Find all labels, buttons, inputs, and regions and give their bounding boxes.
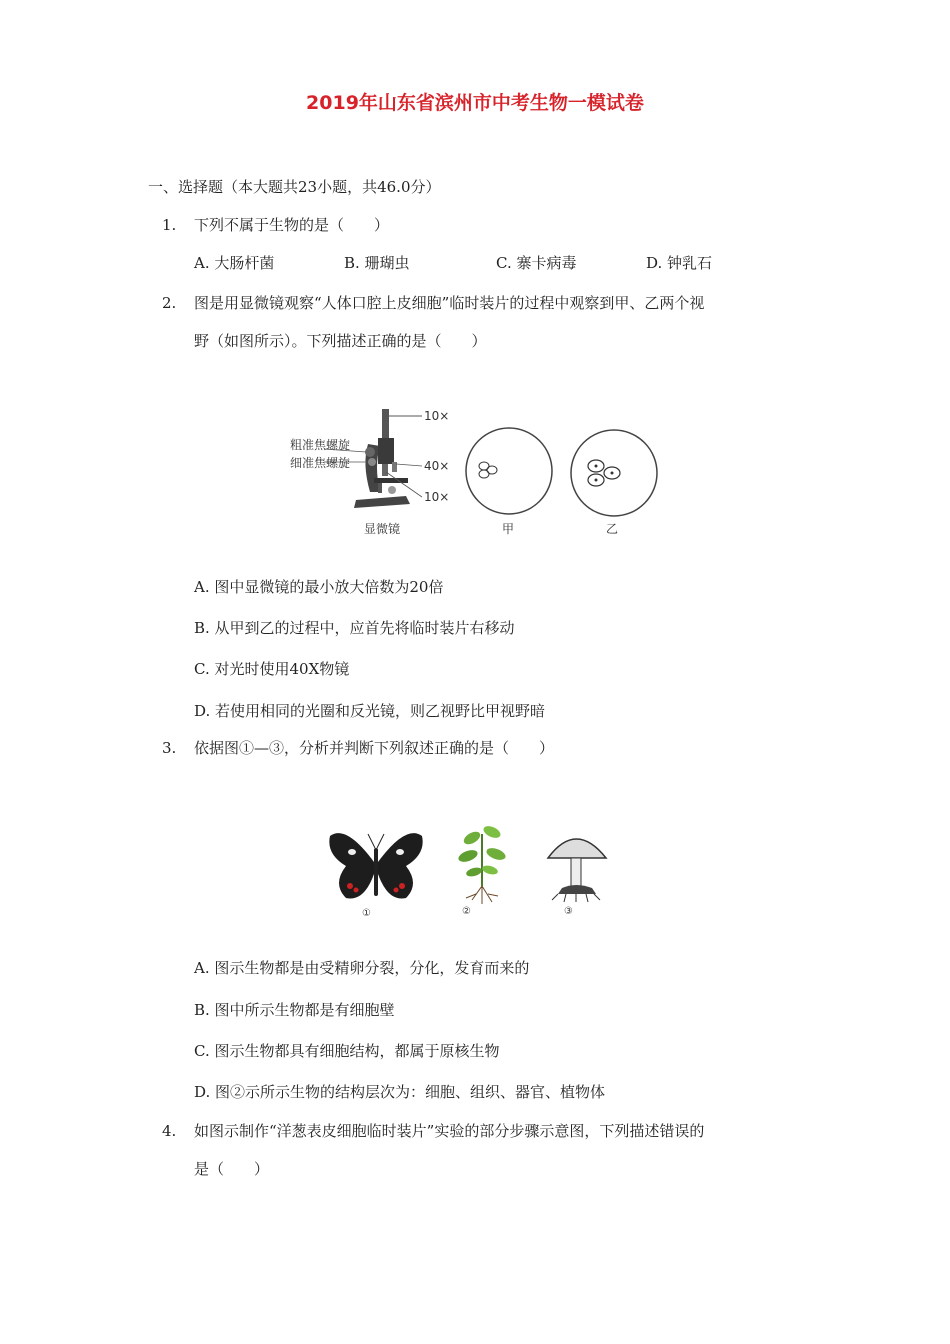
microscope-figure xyxy=(284,404,664,540)
mushroom-icon xyxy=(548,839,606,902)
objective-low-label: 10× xyxy=(424,490,450,504)
option-c: C. 图示生物都具有细胞结构，都属于原核生物 xyxy=(194,1042,500,1060)
question-stem-line2: 是（ ） xyxy=(194,1160,270,1178)
eyepiece-label: 10× xyxy=(424,409,450,423)
section-heading: 一、选择题（本大题共23小题，共46.0分） xyxy=(148,178,441,196)
option-d: D. 若使用相同的光圈和反光镜，则乙视野比甲视野暗 xyxy=(194,702,546,720)
coarse-knob-label: 粗准焦螺旋 xyxy=(290,438,351,452)
option-a: A. 图中显微镜的最小放大倍数为20倍 xyxy=(194,578,444,596)
organisms-figure xyxy=(326,814,626,926)
option-a: A. 图示生物都是由受精卵分裂，分化，发育而来的 xyxy=(194,959,530,977)
question-stem-line1: 如图示制作“洋葱表皮细胞临时装片”实验的部分步骤示意图，下列描述错误的 xyxy=(194,1122,705,1140)
question-stem: 下列不属于生物的是（ ） xyxy=(194,216,390,234)
plant-icon xyxy=(457,824,507,904)
question-stem-line2: 野（如图所示）。下列描述正确的是（ ） xyxy=(194,332,487,350)
objective-high-label: 40× xyxy=(424,459,450,473)
figure-label-1: ① xyxy=(362,908,371,919)
option-b: B. 从甲到乙的过程中，应首先将临时装片右移动 xyxy=(194,619,515,637)
question-stem-line1: 图是用显微镜观察“人体口腔上皮细胞”临时装片的过程中观察到甲、乙两个视 xyxy=(194,294,705,312)
question-number: 2. xyxy=(162,294,177,312)
option-b: B. 图中所示生物都是有细胞壁 xyxy=(194,1001,395,1019)
figure-label-3: ③ xyxy=(564,906,573,917)
question-number: 3. xyxy=(162,739,177,757)
option-c: C. 对光时使用40X物镜 xyxy=(194,660,350,678)
field-b-caption: 乙 xyxy=(606,522,619,536)
option-b: B. 珊瑚虫 xyxy=(344,254,410,272)
question-number: 1. xyxy=(162,216,177,234)
page-title: 2019年山东省滨州市中考生物一模试卷 xyxy=(306,92,644,114)
fine-knob-label: 细准焦螺旋 xyxy=(290,456,351,470)
field-a-caption: 甲 xyxy=(502,522,515,536)
option-d: D. 图②示所示生物的结构层次为：细胞、组织、器官、植物体 xyxy=(194,1083,606,1101)
microscope-caption: 显微镜 xyxy=(364,522,401,536)
question-number: 4. xyxy=(162,1122,177,1140)
organisms-drawing xyxy=(326,814,626,926)
butterfly-icon xyxy=(329,833,422,898)
figure-label-2: ② xyxy=(462,906,471,917)
option-d: D. 钟乳石 xyxy=(646,254,713,272)
option-a: A. 大肠杆菌 xyxy=(194,254,275,272)
question-stem: 依据图①—③，分析并判断下列叙述正确的是（ ） xyxy=(194,739,555,757)
option-c: C. 寨卡病毒 xyxy=(496,254,577,272)
